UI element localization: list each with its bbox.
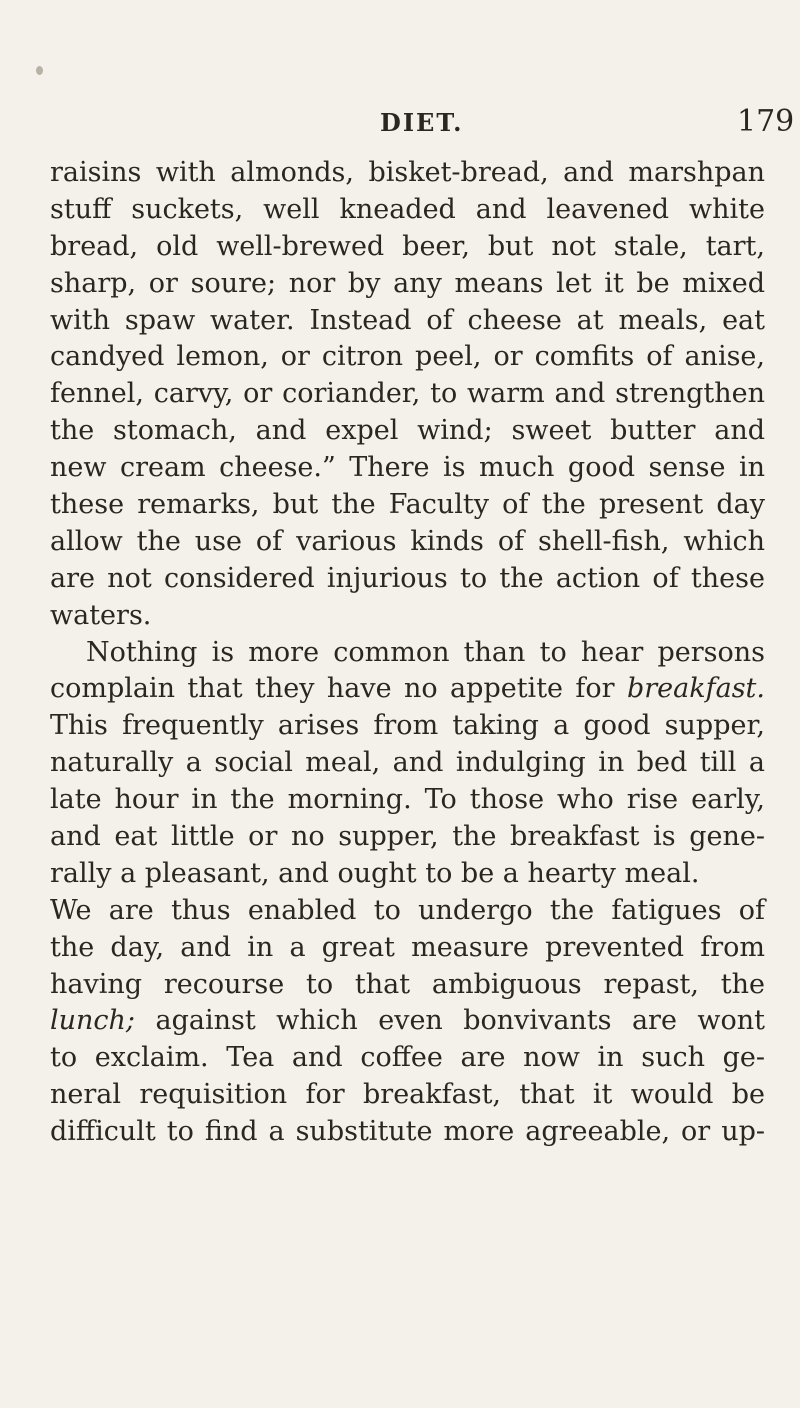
text-line: rally a pleasant, and ought to be a hearty meal. bbox=[50, 857, 700, 889]
paper-spot bbox=[36, 66, 43, 75]
text-line: having recourse to that ambiguous repast, the bbox=[50, 968, 765, 1000]
text-run: against which even bonvivants are wont bbox=[135, 1005, 765, 1037]
text-line: fennel, carvy, or coriander, to warm and strengthen bbox=[50, 378, 765, 410]
text-line: waters. bbox=[50, 599, 152, 631]
text-line: the stomach, and expel wind; sweet butter and bbox=[50, 415, 765, 447]
body-text bbox=[50, 155, 765, 1151]
text-line: candyed lemon, or citron peel, or comfits of anise, bbox=[50, 341, 765, 373]
text-line: neral requisition for breakfast, that it would be bbox=[50, 1079, 765, 1111]
italic-word: breakfast. bbox=[626, 673, 765, 705]
text-line: stuff suckets, well kneaded and leavened white bbox=[50, 193, 765, 225]
paragraph-first-line: Nothing is more common than to hear persons bbox=[86, 636, 765, 668]
text-run: complain that they have no appetite for bbox=[50, 673, 627, 705]
text-line: and eat little or no supper, the breakfast is gene- bbox=[50, 821, 765, 853]
text-line: the day, and in a great measure prevented from bbox=[50, 931, 765, 963]
text-line: sharp, or soure; nor by any means let it be mixed bbox=[50, 267, 765, 299]
running-head bbox=[0, 104, 800, 144]
text-line: We are thus enabled to undergo the fatigues of bbox=[50, 894, 765, 926]
page-number: 179 bbox=[737, 104, 795, 139]
text-line: difficult to find a substitute more agreeable, or up- bbox=[50, 1116, 765, 1148]
text-line: allow the use of various kinds of shell-fish, which bbox=[50, 525, 765, 557]
text-line: these remarks, but the Faculty of the present day bbox=[50, 489, 765, 521]
text-line: are not considered injurious to the action of these bbox=[50, 562, 765, 594]
running-head-title: DIET. bbox=[380, 108, 464, 137]
text-line: This frequently arises from taking a good supper, bbox=[50, 710, 765, 742]
text-line: raisins with almonds, bisket-bread, and marshpan bbox=[50, 157, 765, 188]
italic-word: lunch; bbox=[50, 1005, 136, 1037]
text-line bbox=[50, 1003, 765, 1040]
text-line: new cream cheese.” There is much good sense in bbox=[50, 452, 765, 484]
text-line: bread, old well-brewed beer, but not stale, tart, bbox=[50, 230, 765, 262]
text-line bbox=[50, 671, 765, 708]
text-line: with spaw water. Instead of cheese at meals, eat bbox=[50, 304, 765, 336]
text-line: naturally a social meal, and indulging in bed till a bbox=[50, 747, 765, 779]
text-line: late hour in the morning. To those who rise early, bbox=[50, 784, 765, 816]
text-line: to exclaim. Tea and coffee are now in such ge- bbox=[50, 1042, 765, 1074]
